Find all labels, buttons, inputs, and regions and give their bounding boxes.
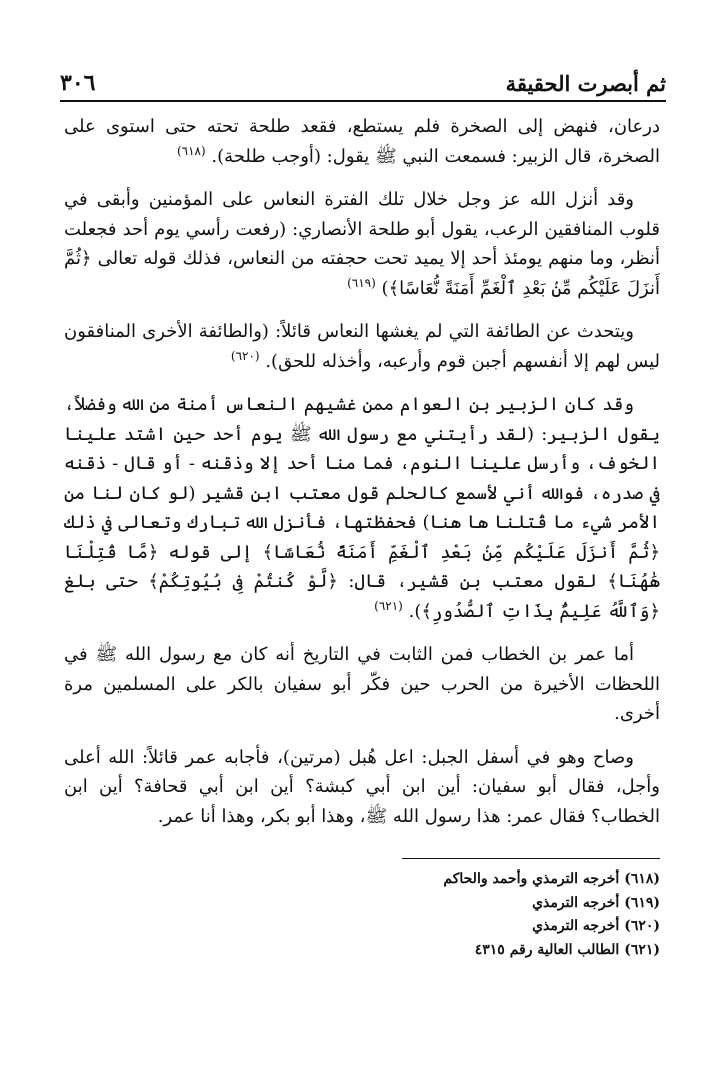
paragraph-2 (64, 185, 660, 303)
paragraph-text: وقد كان الزبير بن العوام ممن غشيهم النعاس أمنة من الله وفضلاً، يقول الزبير: (لقد رأيتني مع رسول الله ﷺ يوم أحد حين اشتد علينا الخوف، وأرسل علينا النوم، فما منا أحد إلا وذقنه - أو قال - ذقنه في صدره، فوالله أني لأسمع كالحلم قول معتب ابن قشير (لو كان لنا من الأمر شيء ما قُتلنا ها هنا) فحفظتها، فأنزل الله تبارك وتعالى في ذلك ﴿ثُمَّ أَنزَلَ عَلَيْكُم مِّنۢ بَعْدِ ٱلْغَمِّ أَمَنَةً نُّعَاسًا﴾ إلى قوله ﴿مَّا قُتِلْنَا هَٰهُنَا﴾ لقول معتب بن قشير، قال: ﴿لَّوْ كُنتُمْ فِى بُيُوتِكُمْ﴾ حتى بلغ ﴿وَٱللَّهُ عَلِيمٌۢ بِذَاتِ ٱلصُّدُورِ﴾). (64, 394, 660, 622)
paragraph-4 (64, 390, 660, 626)
main-text (64, 112, 660, 845)
footnote-text: أخرجه الترمذي وأحمد والحاكم (443, 871, 620, 887)
paragraph-1 (64, 112, 660, 171)
footnote-number: (٦١٩) (624, 894, 660, 911)
footnote-divider (402, 858, 660, 859)
page-number: ٣٠٦ (60, 70, 96, 96)
footnote-ref[interactable]: (٦٢١) (374, 598, 403, 613)
book-title: ثم أبصرت الحقيقة (505, 71, 666, 96)
paragraph-text: أما عمر بن الخطاب فمن الثابت في التاريخ أنه كان مع رسول الله ﷺ في اللحظات الأخيرة من الحرب حين فكّر أبو سفيان بالكر على المسلمين مرة أخرى. (64, 644, 660, 724)
paragraph-6 (64, 743, 660, 832)
footnote-item (300, 939, 660, 963)
footnote-text: أخرجه الترمذي (532, 894, 620, 911)
paragraph-text: درعان، فنهض إلى الصخرة فلم يستطع، فقعد طلحة تحته حتى استوى على الصخرة، قال الزبير: فسمعت النبي ﷺ يقول: (أوجب طلحة). (64, 116, 660, 167)
footnote-item (300, 915, 660, 939)
paragraph-5 (64, 640, 660, 729)
footnote-text: الطالب العالية رقم ٤٣١٥ (474, 941, 620, 958)
paragraph-text: وقد أنزل الله عز وجل خلال تلك الفترة النعاس على المؤمنين وأبقى في قلوب المنافقين الرعب، يقول أبو طلحة الأنصاري: (رفعت رأسي يوم أحد فجعلت أنظر، وما منهم يومئذ أحد إلا يميد تحت حجفته من النعاس، فذلك قوله تعالى ﴿ثُمَّ أَنزَلَ عَلَيْكُم مِّنۢ بَعْدِ ٱلْغَمِّ أَمَنَةً نُّعَاسًا﴾) (64, 189, 660, 299)
paragraph-text: ويتحدث عن الطائفة التي لم يغشها النعاس قائلاً: (والطائفة الأخرى المنافقون ليس لهم إلا أنفسهم أجبن قوم وأرعبه، وأخذله للحق). (64, 321, 660, 372)
footnote-number: (٦٢٠) (624, 918, 660, 934)
footnotes (300, 868, 660, 962)
footnote-item (300, 868, 660, 892)
footnote-ref[interactable]: (٦١٩) (347, 275, 376, 290)
footnote-number: (٦١٨) (624, 871, 660, 887)
footnote-ref[interactable]: (٦١٨) (176, 143, 206, 158)
paragraph-text: وصاح وهو في أسفل الجبل: اعل هُبل (مرتين)، فأجابه عمر قائلاً: الله أعلى وأجل، فقال أبو سفيان: أين ابن أبي كبشة؟ أين ابن أبي قحافة؟ أين ابن الخطاب؟ فقال عمر: هذا رسول الله ﷺ، وهذا أبو بكر، وهذا أنا عمر. (64, 746, 660, 827)
footnote-text: أخرجه الترمذي (532, 918, 620, 934)
footnote-ref[interactable]: (٦٢٠) (230, 348, 260, 363)
footnote-item (300, 892, 660, 916)
paragraph-3 (64, 317, 660, 376)
footnote-number: (٦٢١) (624, 941, 660, 958)
running-head (60, 62, 666, 102)
